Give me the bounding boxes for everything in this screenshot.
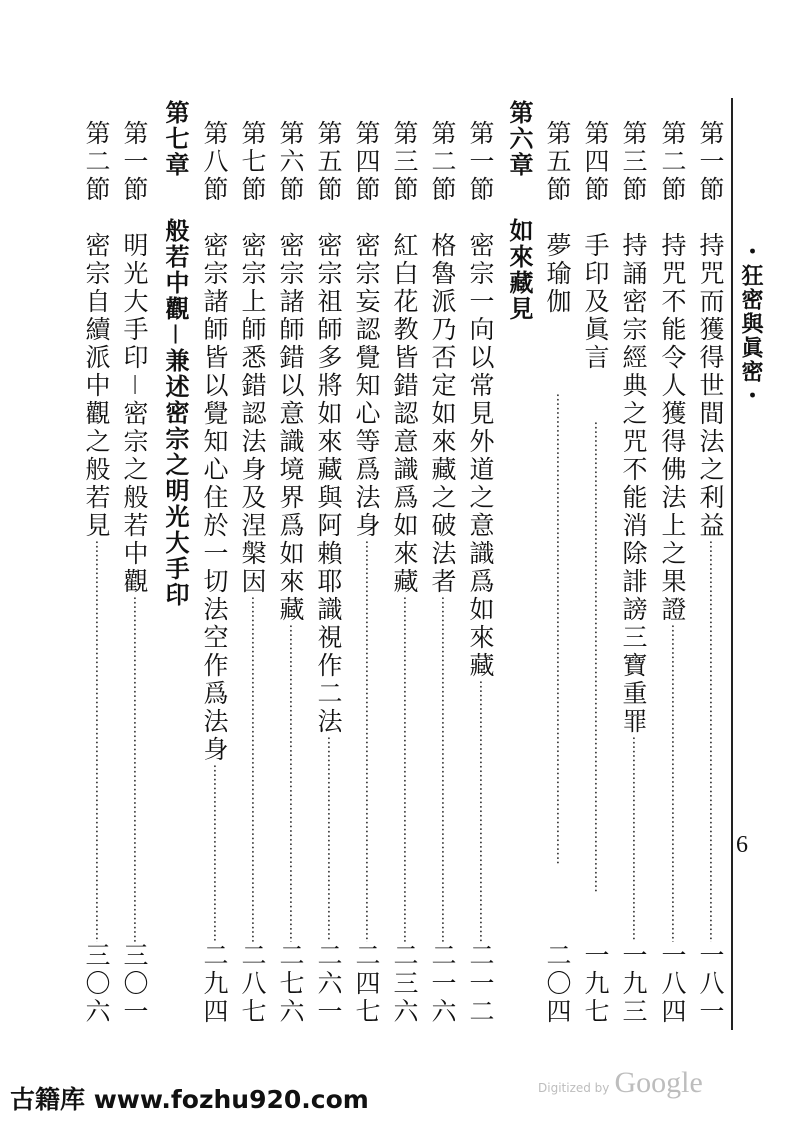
toc-entry	[197, 120, 231, 1026]
section-number: 第一節	[466, 120, 495, 204]
leader-dots	[349, 540, 383, 942]
leader-dots	[273, 624, 307, 942]
page-ref: 一八四	[658, 942, 687, 1026]
page-ref: 二〇四	[543, 942, 572, 1026]
toc-entry	[387, 120, 421, 1026]
leader-dots	[655, 624, 689, 942]
toc-entry	[463, 120, 497, 1026]
toc-entry	[235, 120, 269, 1026]
section-title: 密宗妄認覺知心等爲法身	[352, 232, 381, 540]
section-title: 密宗祖師多將如來藏與阿賴耶識視作二法	[314, 232, 343, 736]
section-title: 密宗上師悉錯認法身及涅槃因	[238, 232, 267, 596]
section-title: 密宗自續派中觀之般若見	[82, 232, 111, 540]
digitized-watermark	[538, 1066, 703, 1100]
section-number: 第一節	[696, 120, 725, 204]
section-number: 第三節	[619, 120, 648, 204]
section-title: 明光大手印－密宗之般若中觀	[120, 232, 149, 597]
page-ref: 三〇一	[120, 942, 149, 1026]
leader-dots	[463, 680, 497, 942]
chapter-heading	[501, 100, 537, 800]
chapter-number: 第七章	[161, 100, 189, 178]
page-ref: 一八一	[696, 942, 725, 1026]
section-number: 第三節	[390, 120, 419, 204]
leader-dots	[616, 736, 650, 942]
page-ref: 二三六	[390, 942, 419, 1026]
toc-entry	[117, 120, 151, 1026]
chapter-heading	[157, 100, 193, 800]
leader-dots	[540, 316, 574, 942]
page-ref: 三〇六	[82, 942, 111, 1026]
section-title: 持誦密宗經典之咒不能消除誹謗三寶重罪	[619, 232, 648, 736]
leader-dots	[117, 596, 151, 942]
section-title: 夢瑜伽	[543, 232, 572, 316]
page-ref: 二一二	[466, 942, 495, 1026]
section-number: 第二節	[658, 120, 687, 204]
section-title: 紅白花教皆錯認意識爲如來藏	[390, 232, 419, 596]
section-number: 第五節	[543, 120, 572, 204]
page-ref: 二六一	[314, 942, 343, 1026]
section-title: 密宗諸師皆以覺知心住於一切法空作爲法身	[200, 232, 229, 764]
section-number: 第一節	[120, 120, 149, 204]
section-number: 第二節	[82, 120, 111, 204]
page-ref: 一九七	[581, 942, 610, 1026]
page-ref: 二九四	[200, 942, 229, 1026]
leader-dots	[425, 596, 459, 942]
page-ref: 二一六	[428, 942, 457, 1026]
page-ref: 二七六	[276, 942, 305, 1026]
section-number: 第四節	[352, 120, 381, 204]
toc-entry	[349, 120, 383, 1026]
toc-entry	[540, 120, 574, 1026]
header-divider	[731, 98, 733, 1030]
chapter-title: 般若中觀－兼述密宗之明光大手印	[161, 218, 189, 608]
toc-entry	[425, 120, 459, 1026]
page-ref: 二八七	[238, 942, 267, 1026]
toc-entry	[578, 120, 612, 1026]
running-header: ・狂密與眞密・	[738, 240, 763, 408]
google-logo: Google	[614, 1066, 703, 1099]
section-number: 第六節	[276, 120, 305, 204]
leader-dots	[578, 372, 612, 942]
leader-dots	[79, 540, 113, 942]
section-title: 持咒不能令人獲得佛法上之果證	[658, 232, 687, 624]
section-number: 第八節	[200, 120, 229, 204]
section-title: 格魯派乃否定如來藏之破法者	[428, 232, 457, 596]
toc-entry	[655, 120, 689, 1026]
page-ref: 二四七	[352, 942, 381, 1026]
site-watermark: 古籍库 www.fozhu920.com	[10, 1085, 369, 1114]
toc-entry	[616, 120, 650, 1026]
section-number: 第二節	[428, 120, 457, 204]
leader-dots	[387, 596, 421, 942]
page-ref: 一九三	[619, 942, 648, 1026]
toc-entry	[273, 120, 307, 1026]
toc-entry	[311, 120, 345, 1026]
section-title: 密宗一向以常見外道之意識爲如來藏	[466, 232, 495, 680]
section-title: 密宗諸師錯以意識境界爲如來藏	[276, 232, 305, 624]
page-number: 6	[736, 832, 748, 858]
section-number: 第七節	[238, 120, 267, 204]
section-title: 持咒而獲得世間法之利益	[696, 232, 725, 540]
leader-dots	[235, 596, 269, 942]
leader-dots	[197, 764, 231, 942]
section-number: 第五節	[314, 120, 343, 204]
toc-entry	[79, 120, 113, 1026]
chapter-title: 如來藏見	[505, 218, 533, 322]
section-title: 手印及眞言	[581, 232, 610, 372]
toc-entry	[693, 120, 727, 1026]
leader-dots	[311, 736, 345, 942]
chapter-number: 第六章	[505, 100, 533, 178]
digitized-by-text: Digitized by	[538, 1081, 610, 1095]
section-number: 第四節	[581, 120, 610, 204]
leader-dots	[693, 540, 727, 942]
